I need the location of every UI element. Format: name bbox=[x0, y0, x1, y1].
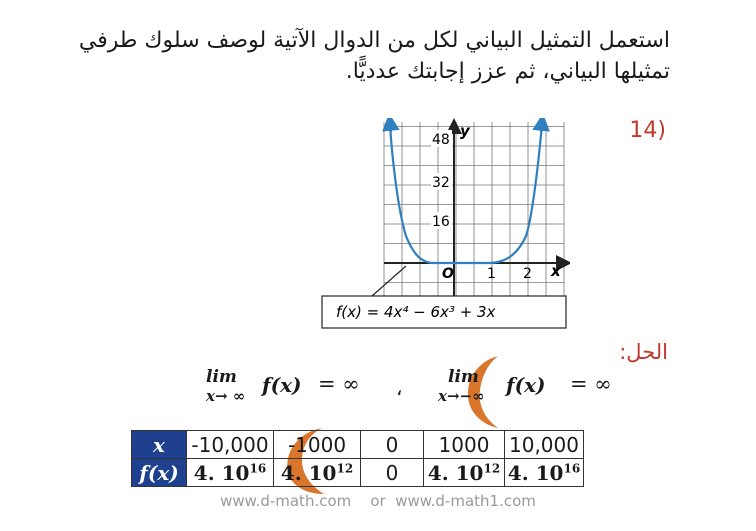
value-exponent: 12 bbox=[336, 460, 354, 475]
question-line-2: تمثيلها البياني، ثم عزز إجابتك عدديًّا. bbox=[345, 59, 670, 84]
y-axis-label: y bbox=[460, 122, 470, 140]
limit-left-eq: = ∞ bbox=[318, 372, 360, 396]
value-exponent: 16 bbox=[249, 460, 267, 475]
table-cell: 1000 bbox=[424, 431, 505, 459]
table-cell bbox=[187, 459, 274, 487]
function-graph bbox=[318, 118, 570, 332]
table-header-fx: f(x) bbox=[132, 459, 187, 487]
limit-separator: ، bbox=[396, 376, 403, 400]
value-base: 4. 10 bbox=[507, 460, 564, 485]
limit-right-lim: lim bbox=[448, 367, 479, 387]
table-header-x: x bbox=[132, 431, 187, 459]
function-curve bbox=[390, 124, 542, 263]
function-label: f(x) = 4x⁴ − 6x³ + 3x bbox=[336, 303, 496, 321]
table-cell: -10,000 bbox=[187, 431, 274, 459]
table-cell: 0 bbox=[361, 459, 424, 487]
y-tick-48: 48 bbox=[432, 132, 450, 148]
value-base: 4. 10 bbox=[280, 460, 337, 485]
origin-label: O bbox=[442, 266, 454, 282]
y-tick-32: 32 bbox=[432, 175, 450, 191]
table-row bbox=[132, 459, 584, 487]
value-exponent: 12 bbox=[483, 460, 501, 475]
value-base: 4. 10 bbox=[193, 460, 250, 485]
curve-arrow-right-icon bbox=[541, 122, 542, 132]
question-line-1: استعمل التمثيل البياني لكل من الدوال الآتية لوصف سلوك طرفي bbox=[78, 28, 670, 53]
table-cell: 0 bbox=[361, 431, 424, 459]
curve-arrow-left-icon bbox=[390, 122, 391, 132]
label-leader-line bbox=[372, 266, 406, 296]
table-cell bbox=[274, 459, 361, 487]
limit-left-expr: f(x) bbox=[262, 373, 302, 397]
table-cell bbox=[424, 459, 505, 487]
x-axis-label: x bbox=[551, 262, 561, 280]
limit-right-expr: f(x) bbox=[506, 373, 546, 397]
table-cell bbox=[505, 459, 584, 487]
x-tick-1: 1 bbox=[487, 266, 496, 282]
x-tick-2: 2 bbox=[523, 266, 532, 282]
graph-grid bbox=[384, 122, 564, 318]
footer-links: www.d-math.com or www.d-math1.com bbox=[220, 492, 536, 510]
limit-right-sub: x→−∞ bbox=[438, 387, 485, 405]
table-cell: -1000 bbox=[274, 431, 361, 459]
y-tick-16: 16 bbox=[432, 214, 450, 230]
solution-label: الحل: bbox=[619, 340, 668, 364]
question-number: 14) bbox=[629, 118, 666, 143]
value-exponent: 16 bbox=[563, 460, 581, 475]
limit-left-lim: lim bbox=[206, 367, 237, 387]
table-row bbox=[132, 431, 584, 459]
values-table bbox=[131, 430, 584, 487]
table-cell: 10,000 bbox=[505, 431, 584, 459]
limit-right-eq: = ∞ bbox=[570, 372, 612, 396]
value-base: 4. 10 bbox=[427, 460, 484, 485]
limit-left-sub: x→ ∞ bbox=[206, 387, 246, 405]
